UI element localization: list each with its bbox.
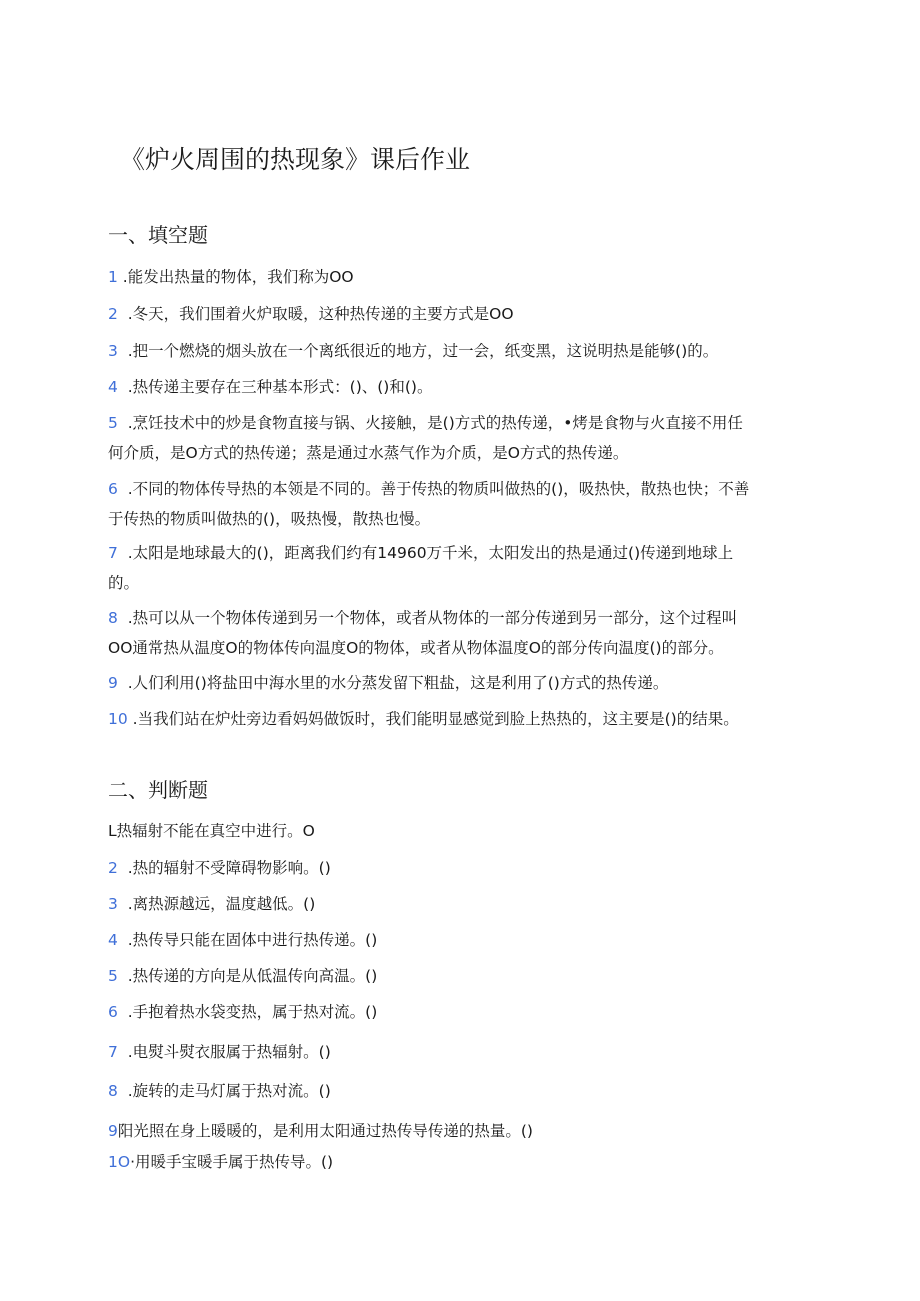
question-number: 8 bbox=[108, 609, 118, 627]
question-separator: . bbox=[117, 895, 133, 913]
question-text: 手抱着热水袋变热，属于热对流。() bbox=[132, 1003, 378, 1021]
question-text: 离热源越远，温度越低。() bbox=[132, 895, 316, 913]
judge-question-3 bbox=[108, 889, 808, 919]
question-separator: . bbox=[117, 414, 133, 432]
question-number: 9 bbox=[108, 674, 118, 692]
question-number: 6 bbox=[108, 480, 118, 498]
section-heading-judge: 二、判断题 bbox=[108, 778, 208, 802]
question-separator: . bbox=[117, 674, 133, 692]
question-separator: . bbox=[117, 378, 133, 396]
question-text: 冬天，我们围着火炉取暖，这种热传递的主要方式是OO bbox=[132, 305, 514, 323]
question-text: 当我们站在炉灶旁边看妈妈做饭时，我们能明显感觉到脸上热热的，这主要是()的结果。 bbox=[137, 710, 739, 728]
question-text: 烹饪技术中的炒是食物直接与锅、火接触，是()方式的热传递，•烤是食物与火直接不用任 bbox=[132, 414, 743, 432]
judge-question-5 bbox=[108, 961, 808, 991]
question-number: 2 bbox=[108, 859, 118, 877]
judge-question-1 bbox=[108, 816, 808, 846]
fill-question-1 bbox=[108, 262, 808, 292]
question-text: 旋转的走马灯属于热对流。() bbox=[132, 1082, 331, 1100]
judge-question-9 bbox=[108, 1116, 808, 1146]
question-number: 5 bbox=[108, 414, 118, 432]
question-number: 6 bbox=[108, 1003, 118, 1021]
question-text: 阳光照在身上暖暖的，是利用太阳通过热传导传递的热量。() bbox=[117, 1122, 533, 1140]
question-number: 7 bbox=[108, 1043, 118, 1061]
question-number: 8 bbox=[108, 1082, 118, 1100]
question-separator: · bbox=[130, 1153, 135, 1171]
question-separator: . bbox=[117, 1082, 133, 1100]
question-text-continued: 何介质，是O方式的热传递；蒸是通过水蒸气作为介质，是O方式的热传递。 bbox=[108, 444, 629, 462]
question-number: 3 bbox=[108, 895, 118, 913]
question-number: 4 bbox=[108, 931, 118, 949]
fill-question-3 bbox=[108, 336, 808, 366]
judge-question-7 bbox=[108, 1037, 808, 1067]
question-text: 热的辐射不受障碍物影响。() bbox=[132, 859, 331, 877]
question-number: 7 bbox=[108, 544, 118, 562]
fill-question-10 bbox=[108, 704, 808, 734]
question-text: 人们利用()将盐田中海水里的水分蒸发留下粗盐，这是利用了()方式的热传递。 bbox=[132, 674, 669, 692]
question-text-continued: OO通常热从温度O的物体传向温度O的物体，或者从物体温度O的部分传向温度()的部分。 bbox=[108, 639, 724, 657]
question-text: 太阳是地球最大的()，距离我们约有14960万千米，太阳发出的热是通过()传递到地球上 bbox=[132, 544, 734, 562]
fill-question-9 bbox=[108, 668, 808, 698]
fill-question-6 bbox=[108, 474, 808, 534]
document-title: 《炉火周围的热现象》课后作业 bbox=[120, 145, 471, 174]
question-separator: . bbox=[117, 1043, 133, 1061]
question-number: 1O bbox=[108, 1153, 131, 1171]
question-text: 把一个燃烧的烟头放在一个离纸很近的地方，过一会，纸变黑，这说明热是能够()的。 bbox=[132, 342, 719, 360]
question-number: 4 bbox=[108, 378, 118, 396]
fill-question-5 bbox=[108, 408, 808, 468]
section-heading-fill: 一、填空题 bbox=[108, 223, 208, 247]
fill-question-4 bbox=[108, 372, 808, 402]
fill-question-8 bbox=[108, 603, 808, 663]
question-separator: . bbox=[117, 931, 133, 949]
question-text: 用暖手宝暖手属于热传导。() bbox=[135, 1153, 334, 1171]
question-separator: . bbox=[117, 967, 133, 985]
question-text: 热传递主要存在三种基本形式：()、()和()。 bbox=[132, 378, 433, 396]
question-text: 能发出热量的物体，我们称为OO bbox=[127, 268, 354, 286]
question-text: 电熨斗熨衣服属于热辐射。() bbox=[132, 1043, 331, 1061]
question-text-continued: 于传热的物质叫做热的()，吸热慢，散热也慢。 bbox=[108, 510, 431, 528]
judge-question-10 bbox=[108, 1147, 808, 1177]
question-number: 9 bbox=[108, 1122, 118, 1140]
question-number: 3 bbox=[108, 342, 118, 360]
fill-question-2 bbox=[108, 299, 808, 329]
question-number: 5 bbox=[108, 967, 118, 985]
fill-question-7 bbox=[108, 538, 808, 598]
question-number: 1 bbox=[108, 268, 118, 286]
question-separator: . bbox=[117, 1003, 133, 1021]
question-separator: . bbox=[117, 609, 133, 627]
question-separator: . bbox=[117, 544, 133, 562]
question-separator: . bbox=[117, 480, 133, 498]
question-separator: . bbox=[117, 342, 133, 360]
question-separator: . bbox=[117, 859, 133, 877]
question-separator: . bbox=[117, 305, 133, 323]
question-text: 不同的物体传导热的本领是不同的。善于传热的物质叫做热的()，吸热快，散热也快；不善 bbox=[132, 480, 750, 498]
judge-question-8 bbox=[108, 1076, 808, 1106]
judge-question-2 bbox=[108, 853, 808, 883]
judge-question-6 bbox=[108, 997, 808, 1027]
question-separator: . bbox=[117, 268, 128, 286]
question-separator: . bbox=[127, 710, 138, 728]
question-text: 热传导只能在固体中进行热传递。() bbox=[132, 931, 378, 949]
question-text: L热辐射不能在真空中进行。O bbox=[108, 822, 315, 840]
question-number: 10 bbox=[108, 710, 128, 728]
judge-question-4 bbox=[108, 925, 808, 955]
question-text-continued: 的。 bbox=[108, 574, 140, 592]
question-text: 热传递的方向是从低温传向高温。() bbox=[132, 967, 378, 985]
question-text: 热可以从一个物体传递到另一个物体，或者从物体的一部分传递到另一部分，这个过程叫 bbox=[132, 609, 738, 627]
question-number: 2 bbox=[108, 305, 118, 323]
